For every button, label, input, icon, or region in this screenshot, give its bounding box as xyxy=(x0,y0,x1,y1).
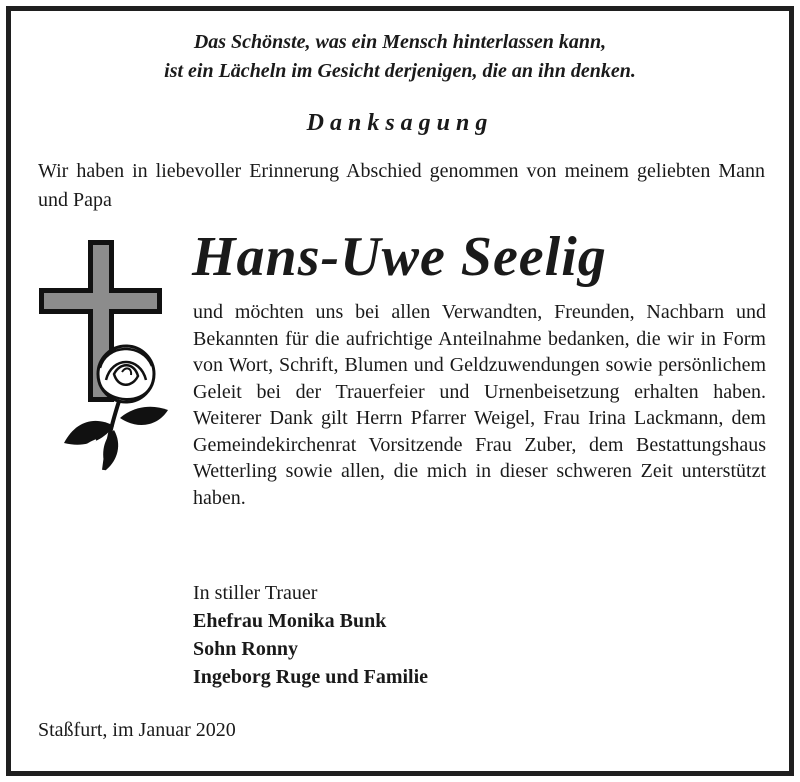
mourner-name: Sohn Ronny xyxy=(193,638,299,660)
quote-line-1: Das Schönste, was ein Mensch hinterlassen kann, xyxy=(193,31,607,53)
heading-danksagung: Danksagung xyxy=(306,110,494,136)
quote-line-2: ist ein Lächeln im Gesicht derjenigen, die an ihn denken. xyxy=(164,60,636,82)
mourner-name: Ehefrau Monika Bunk xyxy=(193,610,387,632)
thanks-body-text: und möchten uns bei allen Verwandten, Freunden, Nachbarn und Bekannten für die aufrichtige Anteilnahme bedanken, die wir in Form von Wort, Schrift, Blumen und Geldzuwendungen sowie persönlichem Geleit bei der Trauerfeier und Urnenbeisetzung erhalten haben. Weiterer Dank gilt Herrn Pfarrer Weigel, Frau Irina Lackmann, dem Gemeindekirchenrat Vorsitzende Frau Zuber, dem Bestattungshaus Wetterling sowie allen, die mich in dieser schweren Zeit unterstützt haben. xyxy=(193,301,766,509)
signoff-block xyxy=(193,579,428,691)
cross-rose-emblem xyxy=(34,238,174,478)
memorial-quote xyxy=(0,28,800,86)
signoff-intro: In stiller Trauer xyxy=(193,582,318,604)
mourner-name: Ingeborg Ruge und Familie xyxy=(193,666,429,688)
place-date: Staßfurt, im Januar 2020 xyxy=(38,719,236,741)
rose-icon xyxy=(64,346,168,470)
deceased-name: Hans-Uwe Seelig xyxy=(192,226,607,288)
intro-text: Wir haben in liebevoller Erinnerung Abschied genommen von meinem geliebten Mann und Papa xyxy=(38,160,765,211)
